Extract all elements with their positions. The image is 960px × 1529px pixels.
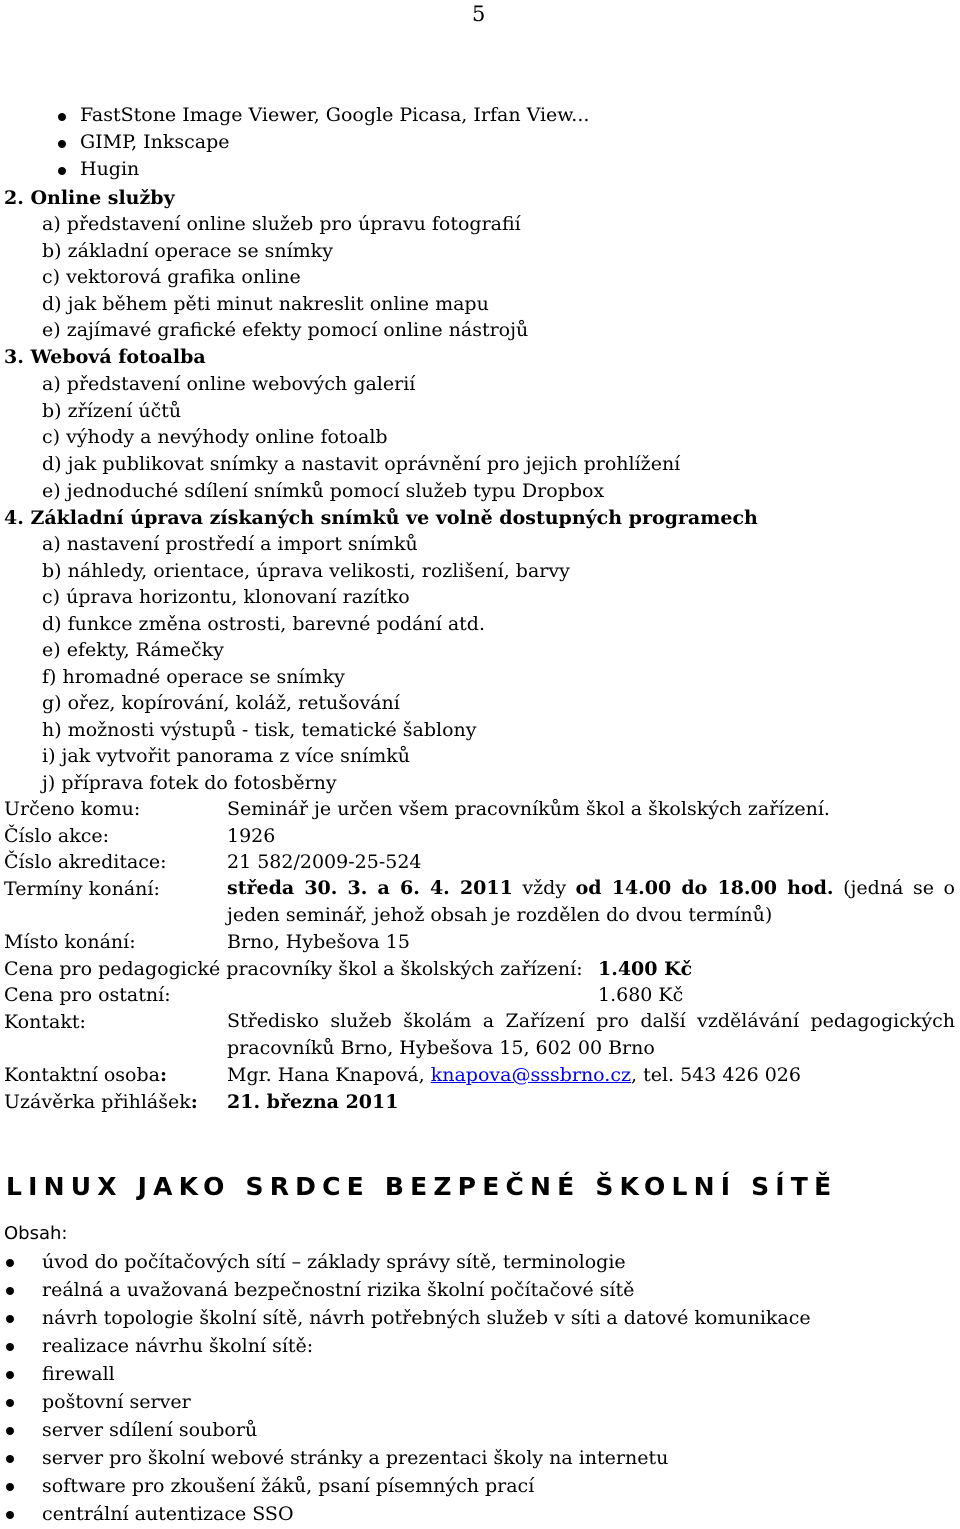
terminy-time: od 14.00 do 18.00 hod. bbox=[575, 877, 834, 899]
section-4-title: 4. Základní úprava získaných snímků ve volně dostupných programech bbox=[4, 507, 758, 529]
list-item: b) základní operace se snímky bbox=[42, 240, 333, 262]
list-item: a) představení online webových galerií bbox=[42, 373, 416, 395]
cislo-akce-label: Číslo akce: bbox=[4, 825, 110, 847]
bullet-icon bbox=[6, 1399, 14, 1407]
osoba-label-text: Kontaktní osoba bbox=[4, 1064, 160, 1086]
uzaverka-label-text: Uzávěrka přihlášek bbox=[4, 1091, 191, 1113]
bullet-icon bbox=[6, 1483, 14, 1491]
cislo-akce-value: 1926 bbox=[227, 825, 276, 847]
list-item: f) hromadné operace se snímky bbox=[42, 666, 345, 688]
list-item: GIMP, Inkscape bbox=[80, 131, 230, 153]
osoba-label-colon: : bbox=[159, 1064, 167, 1086]
list-item: c) vektorová grafika online bbox=[42, 266, 301, 288]
list-item: návrh topologie školní sítě, návrh potřebných služeb v síti a datové komunikace bbox=[42, 1307, 811, 1329]
obsah-label: Obsah: bbox=[4, 1223, 68, 1244]
terminy-note: (jedná se o jeden seminář, jehož obsah je rozdělen do dvou termínů) bbox=[227, 877, 955, 926]
misto-value: Brno, Hybešova 15 bbox=[227, 931, 410, 953]
list-item: software pro zkoušení žáků, psaní písemných prací bbox=[42, 1475, 535, 1497]
osoba-label bbox=[4, 1066, 167, 1085]
list-item: poštovní server bbox=[42, 1391, 191, 1413]
bullet-icon bbox=[6, 1511, 14, 1519]
list-item: server sdílení souborů bbox=[42, 1419, 258, 1441]
list-item: a) představení online služeb pro úpravu fotografií bbox=[42, 213, 521, 235]
list-item: a) nastavení prostředí a import snímků bbox=[42, 533, 418, 555]
bullet-icon bbox=[58, 140, 66, 148]
bullet-icon bbox=[6, 1287, 14, 1295]
list-item: reálná a uvažovaná bezpečnostní rizika školní počítačové sítě bbox=[42, 1279, 635, 1301]
list-item: FastStone Image Viewer, Google Picasa, Irfan View... bbox=[80, 104, 590, 126]
misto-label: Místo konání: bbox=[4, 931, 136, 953]
list-item: úvod do počítačových sítí – základy správy sítě, terminologie bbox=[42, 1251, 626, 1273]
terminy-value bbox=[227, 875, 955, 928]
list-item: g) ořez, kopírování, koláž, retušování bbox=[42, 692, 400, 714]
akreditace-value: 21 582/2009-25-524 bbox=[227, 851, 422, 873]
bullet-icon bbox=[6, 1427, 14, 1435]
list-item: server pro školní webové stránky a prezentaci školy na internetu bbox=[42, 1447, 669, 1469]
urceno-value: Seminář je určen všem pracovníkům škol a školských zařízení. bbox=[227, 798, 830, 820]
section-3-title: 3. Webová fotoalba bbox=[4, 346, 206, 368]
cena-ost-value: 1.680 Kč bbox=[598, 984, 684, 1006]
urceno-label: Určeno komu: bbox=[4, 798, 141, 820]
bullet-icon bbox=[58, 167, 66, 175]
terminy-vzdy: vždy bbox=[522, 877, 567, 899]
list-item: d) funkce změna ostrosti, barevné podání atd. bbox=[42, 613, 486, 635]
uzaverka-label bbox=[4, 1093, 198, 1112]
list-item: c) výhody a nevýhody online fotoalb bbox=[42, 426, 388, 448]
list-item: centrální autentizace SSO bbox=[42, 1503, 294, 1525]
terminy-dates: středa 30. 3. a 6. 4. 2011 bbox=[227, 877, 513, 899]
page-number: 5 bbox=[472, 2, 486, 26]
bullet-icon bbox=[6, 1371, 14, 1379]
list-item: b) zřízení účtů bbox=[42, 400, 182, 422]
email-link[interactable]: knapova@sssbrno.cz bbox=[430, 1064, 631, 1086]
akreditace-label: Číslo akreditace: bbox=[4, 851, 167, 873]
list-item: e) jednoduché sdílení snímků pomocí služeb typu Dropbox bbox=[42, 480, 605, 502]
bullet-icon bbox=[6, 1343, 14, 1351]
uzaverka-label-colon: : bbox=[190, 1091, 198, 1113]
kontakt-label: Kontakt: bbox=[4, 1011, 86, 1033]
list-item: b) náhledy, orientace, úprava velikosti, rozlišení, barvy bbox=[42, 560, 570, 582]
osoba-value bbox=[227, 1066, 801, 1085]
section-2-title: 2. Online služby bbox=[4, 187, 175, 209]
terminy-label: Termíny konání: bbox=[4, 878, 160, 900]
bullet-icon bbox=[6, 1455, 14, 1463]
list-item: h) možnosti výstupů - tisk, tematické šablony bbox=[42, 719, 477, 741]
list-item: Hugin bbox=[80, 158, 140, 180]
bullet-icon bbox=[6, 1315, 14, 1323]
list-item: c) úprava horizontu, klonovaní razítko bbox=[42, 586, 410, 608]
list-item: firewall bbox=[42, 1363, 115, 1385]
osoba-name: Mgr. Hana Knapová, bbox=[227, 1064, 425, 1086]
cena-ped-label: Cena pro pedagogické pracovníky škol a školských zařízení: bbox=[4, 958, 583, 980]
list-item: j) příprava fotek do fotosběrny bbox=[42, 772, 337, 794]
list-item: realizace návrhu školní sítě: bbox=[42, 1335, 314, 1357]
linux-heading: LINUX JAKO SRDCE BEZPEČNÉ ŠKOLNÍ SÍTĚ bbox=[6, 1172, 838, 1201]
bullet-icon bbox=[6, 1259, 14, 1267]
bullet-icon bbox=[58, 113, 66, 121]
list-item: d) jak publikovat snímky a nastavit oprávnění pro jejich prohlížení bbox=[42, 453, 681, 475]
kontakt-value: Středisko služeb školám a Zařízení pro další vzdělávání pedagogických pracovníků Brno, Hybešova 15, 602 00 Brno bbox=[227, 1010, 955, 1059]
cena-ost-label: Cena pro ostatní: bbox=[4, 984, 171, 1006]
list-item: d) jak během pěti minut nakreslit online mapu bbox=[42, 293, 489, 315]
list-item: i) jak vytvořit panorama z více snímků bbox=[42, 745, 410, 767]
list-item: e) efekty, Rámečky bbox=[42, 639, 224, 661]
uzaverka-value: 21. března 2011 bbox=[227, 1091, 399, 1113]
osoba-tel: , tel. 543 426 026 bbox=[630, 1064, 801, 1086]
cena-ped-value: 1.400 Kč bbox=[598, 958, 693, 980]
list-item: e) zajímavé grafické efekty pomocí online nástrojů bbox=[42, 319, 529, 341]
